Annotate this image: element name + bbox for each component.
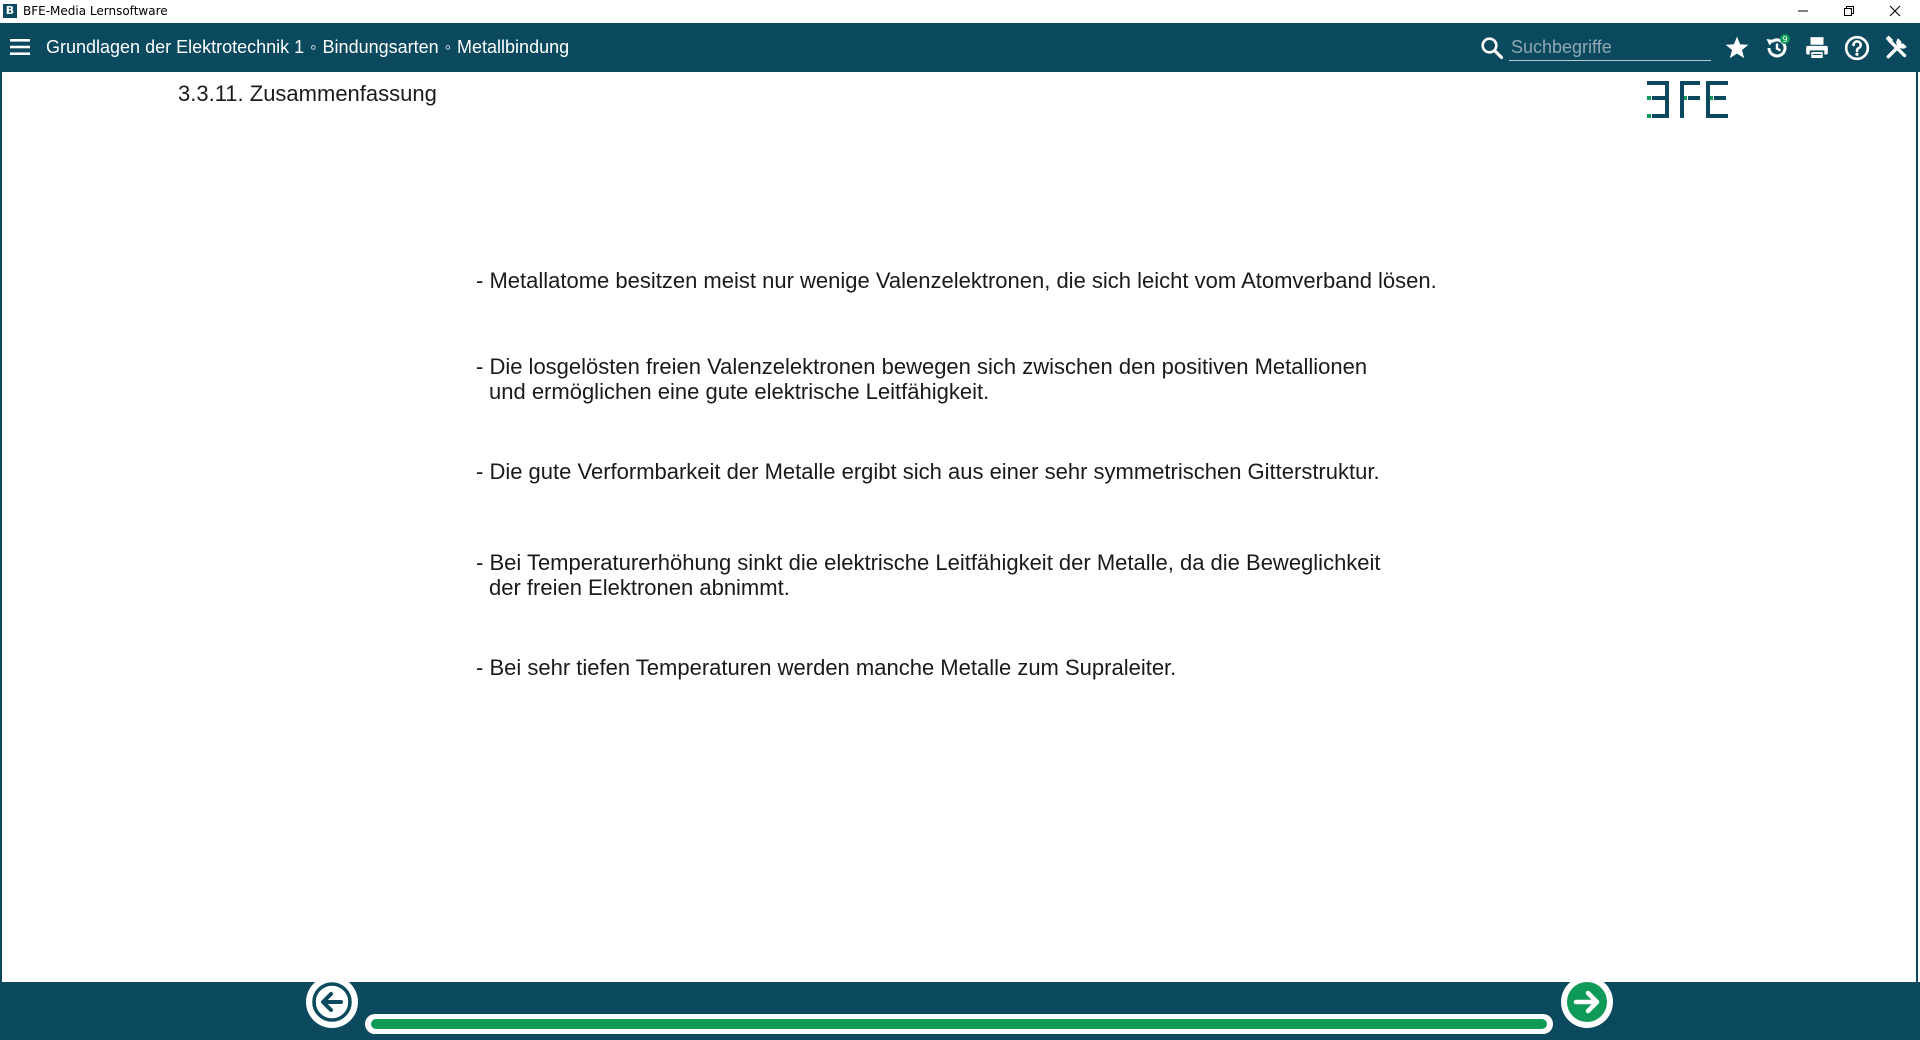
help-button[interactable] <box>1843 34 1871 62</box>
breadcrumb-separator: ◦ <box>444 37 452 57</box>
summary-item <box>476 268 1437 293</box>
content-page <box>0 72 1918 982</box>
bfe-logo <box>1644 77 1744 123</box>
restore-button[interactable] <box>1826 0 1872 22</box>
summary-text: - Bei Temperaturerhöhung sinkt die elektrische Leitfähigkeit der Metalle, da die Beweglichkeit <box>476 550 1381 575</box>
hamburger-menu-icon[interactable] <box>10 36 30 58</box>
print-button[interactable] <box>1803 34 1831 62</box>
app-header <box>0 23 1920 72</box>
summary-text: - Die losgelösten freien Valenzelektronen bewegen sich zwischen den positiven Metallionen <box>476 354 1368 379</box>
summary-text: - Metallatome besitzen meist nur wenige Valenzelektronen, die sich leicht vom Atomverband lösen. <box>476 268 1437 293</box>
summary-text-continued: der freien Elektronen abnimmt. <box>489 575 790 600</box>
arrow-right-icon <box>1563 978 1611 1026</box>
help-icon <box>1844 35 1870 61</box>
progress-track <box>365 1014 1553 1034</box>
history-icon <box>1763 34 1791 62</box>
restore-icon <box>1843 5 1855 17</box>
history-badge: 9 <box>1782 35 1788 44</box>
printer-icon <box>1804 35 1830 61</box>
settings-button[interactable] <box>1883 34 1911 62</box>
next-page-button[interactable] <box>1561 976 1613 1028</box>
breadcrumb-item-chapter[interactable]: Bindungsarten <box>322 37 439 57</box>
breadcrumb-item-topic: Metallbindung <box>457 37 570 57</box>
history-button[interactable] <box>1763 34 1791 62</box>
previous-page-button[interactable] <box>306 976 358 1028</box>
summary-item <box>476 354 1367 404</box>
favorites-button[interactable] <box>1723 34 1751 62</box>
summary-text-continued: und ermöglichen eine gute elektrische Leitfähigkeit. <box>489 379 990 404</box>
summary-item <box>476 655 1176 680</box>
breadcrumb-item-course[interactable]: Grundlagen der Elektrotechnik 1 <box>46 37 305 57</box>
search-icon[interactable] <box>1480 36 1504 60</box>
summary-text: - Die gute Verformbarkeit der Metalle ergibt sich aus einer sehr symmetrischen Gitterstruktur. <box>476 459 1380 484</box>
summary-item <box>476 550 1381 600</box>
star-icon <box>1724 35 1750 61</box>
summary-item <box>476 459 1380 484</box>
window-title: BFE-Media Lernsoftware <box>23 4 168 18</box>
search-input[interactable] <box>1509 34 1711 61</box>
minimize-button[interactable] <box>1780 0 1826 22</box>
close-icon <box>1889 5 1901 17</box>
tools-icon <box>1884 35 1910 61</box>
app-logo-icon: B <box>3 4 17 18</box>
close-button[interactable] <box>1872 0 1918 22</box>
summary-text: - Bei sehr tiefen Temperaturen werden manche Metalle zum Supraleiter. <box>476 655 1177 680</box>
section-title: 3.3.11. Zusammenfassung <box>178 81 437 106</box>
minimize-icon <box>1797 5 1809 17</box>
footer-navigation <box>0 982 1920 1040</box>
breadcrumb <box>46 36 569 58</box>
arrow-left-icon <box>310 980 354 1024</box>
progress-fill <box>371 1019 1547 1029</box>
window-titlebar <box>0 0 1920 24</box>
breadcrumb-separator: ◦ <box>310 37 317 57</box>
